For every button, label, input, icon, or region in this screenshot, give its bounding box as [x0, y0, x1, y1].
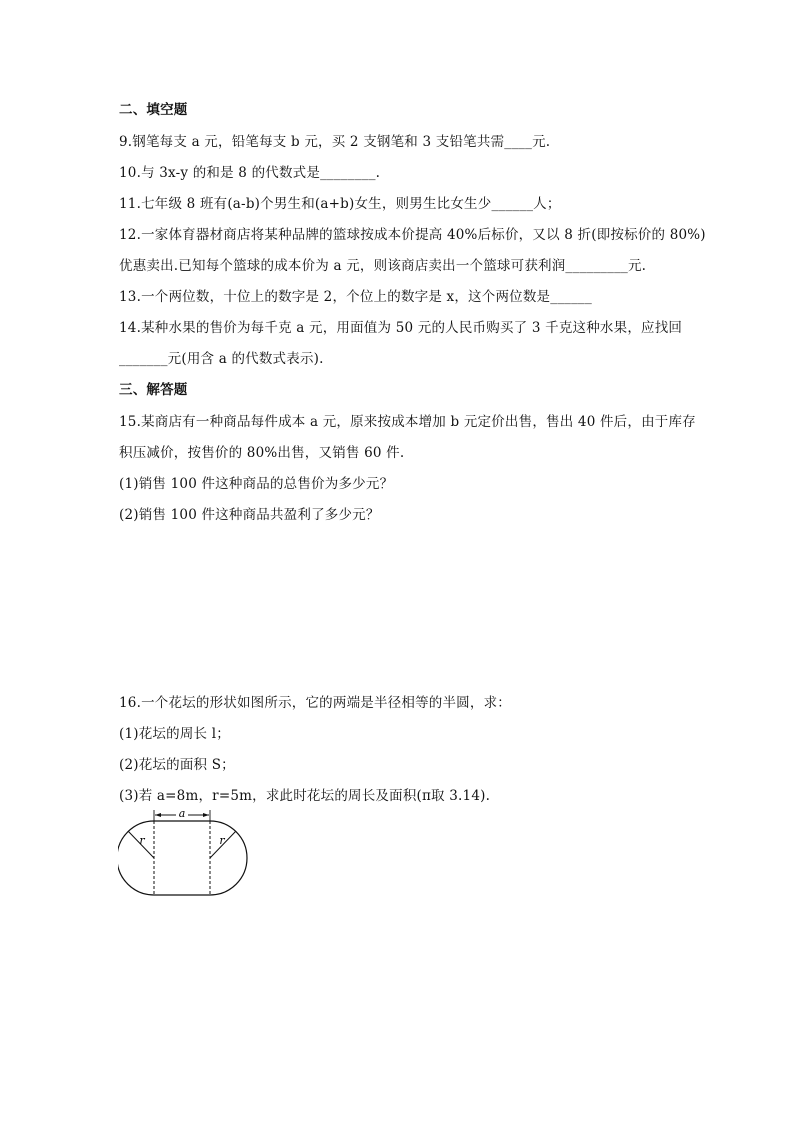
question-16-part-1: (1)花坛的周长 l； — [119, 726, 230, 742]
question-15-part-2: (2)销售 100 件这种商品共盈利了多少元？ — [119, 507, 380, 523]
section-title-answer: 三、解答题 — [119, 382, 188, 398]
question-16-part-3: (3)若 a=8m，r=5m，求此时花坛的周长及面积(π取 3.14). — [119, 788, 491, 804]
question-15-line-1: 15.某商店有一种商品每件成本 a 元，原来按成本增加 b 元定价出售，售出 40 件后，由于库存 — [119, 414, 696, 430]
arrowhead-left — [155, 813, 161, 817]
question-9: 9.钢笔每支 a 元，铅笔每支 b 元，买 2 支钢笔和 3 支铅笔共需____元. — [119, 134, 551, 150]
flower-bed-figure — [118, 806, 250, 896]
flower-bed-outline — [118, 821, 247, 895]
arrowhead-right — [203, 813, 209, 817]
question-16-line-1: 16.一个花坛的形状如图所示，它的两端是半径相等的半圆，求： — [119, 695, 511, 711]
question-12-line-2: 优惠卖出.已知每个篮球的成本价为 a 元，则该商店卖出一个篮球可获利润_________元. — [119, 258, 647, 274]
question-14-line-1: 14.某种水果的售价为每千克 a 元，用面值为 50 元的人民币购买了 3 千克这种水果，应找回 — [119, 320, 683, 336]
question-13: 13.一个两位数，十位上的数字是 2，个位上的数字是 x，这个两位数是______ — [119, 289, 592, 305]
question-10: 10.与 3x-y 的和是 8 的代数式是________. — [119, 165, 381, 181]
question-15-line-2: 积压减价，按售价的 80%出售，又销售 60 件. — [119, 445, 405, 461]
section-title-fill-in: 二、填空题 — [119, 102, 188, 118]
question-15-part-1: (1)销售 100 件这种商品的总售价为多少元？ — [119, 476, 394, 492]
label-r-right: r — [219, 834, 225, 847]
question-11: 11.七年级 8 班有(a-b)个男生和(a+b)女生，则男生比女生少______人； — [119, 196, 561, 212]
label-r-left: r — [139, 834, 145, 847]
question-16-part-2: (2)花坛的面积 S； — [119, 757, 235, 773]
question-14-line-2: _______元(用含 a 的代数式表示). — [119, 351, 324, 367]
label-a: a — [178, 807, 186, 820]
question-12-line-1: 12.一家体育器材商店将某种品牌的篮球按成本价提高 40%后标价，又以 8 折(即按标价的 80%) — [119, 227, 706, 243]
